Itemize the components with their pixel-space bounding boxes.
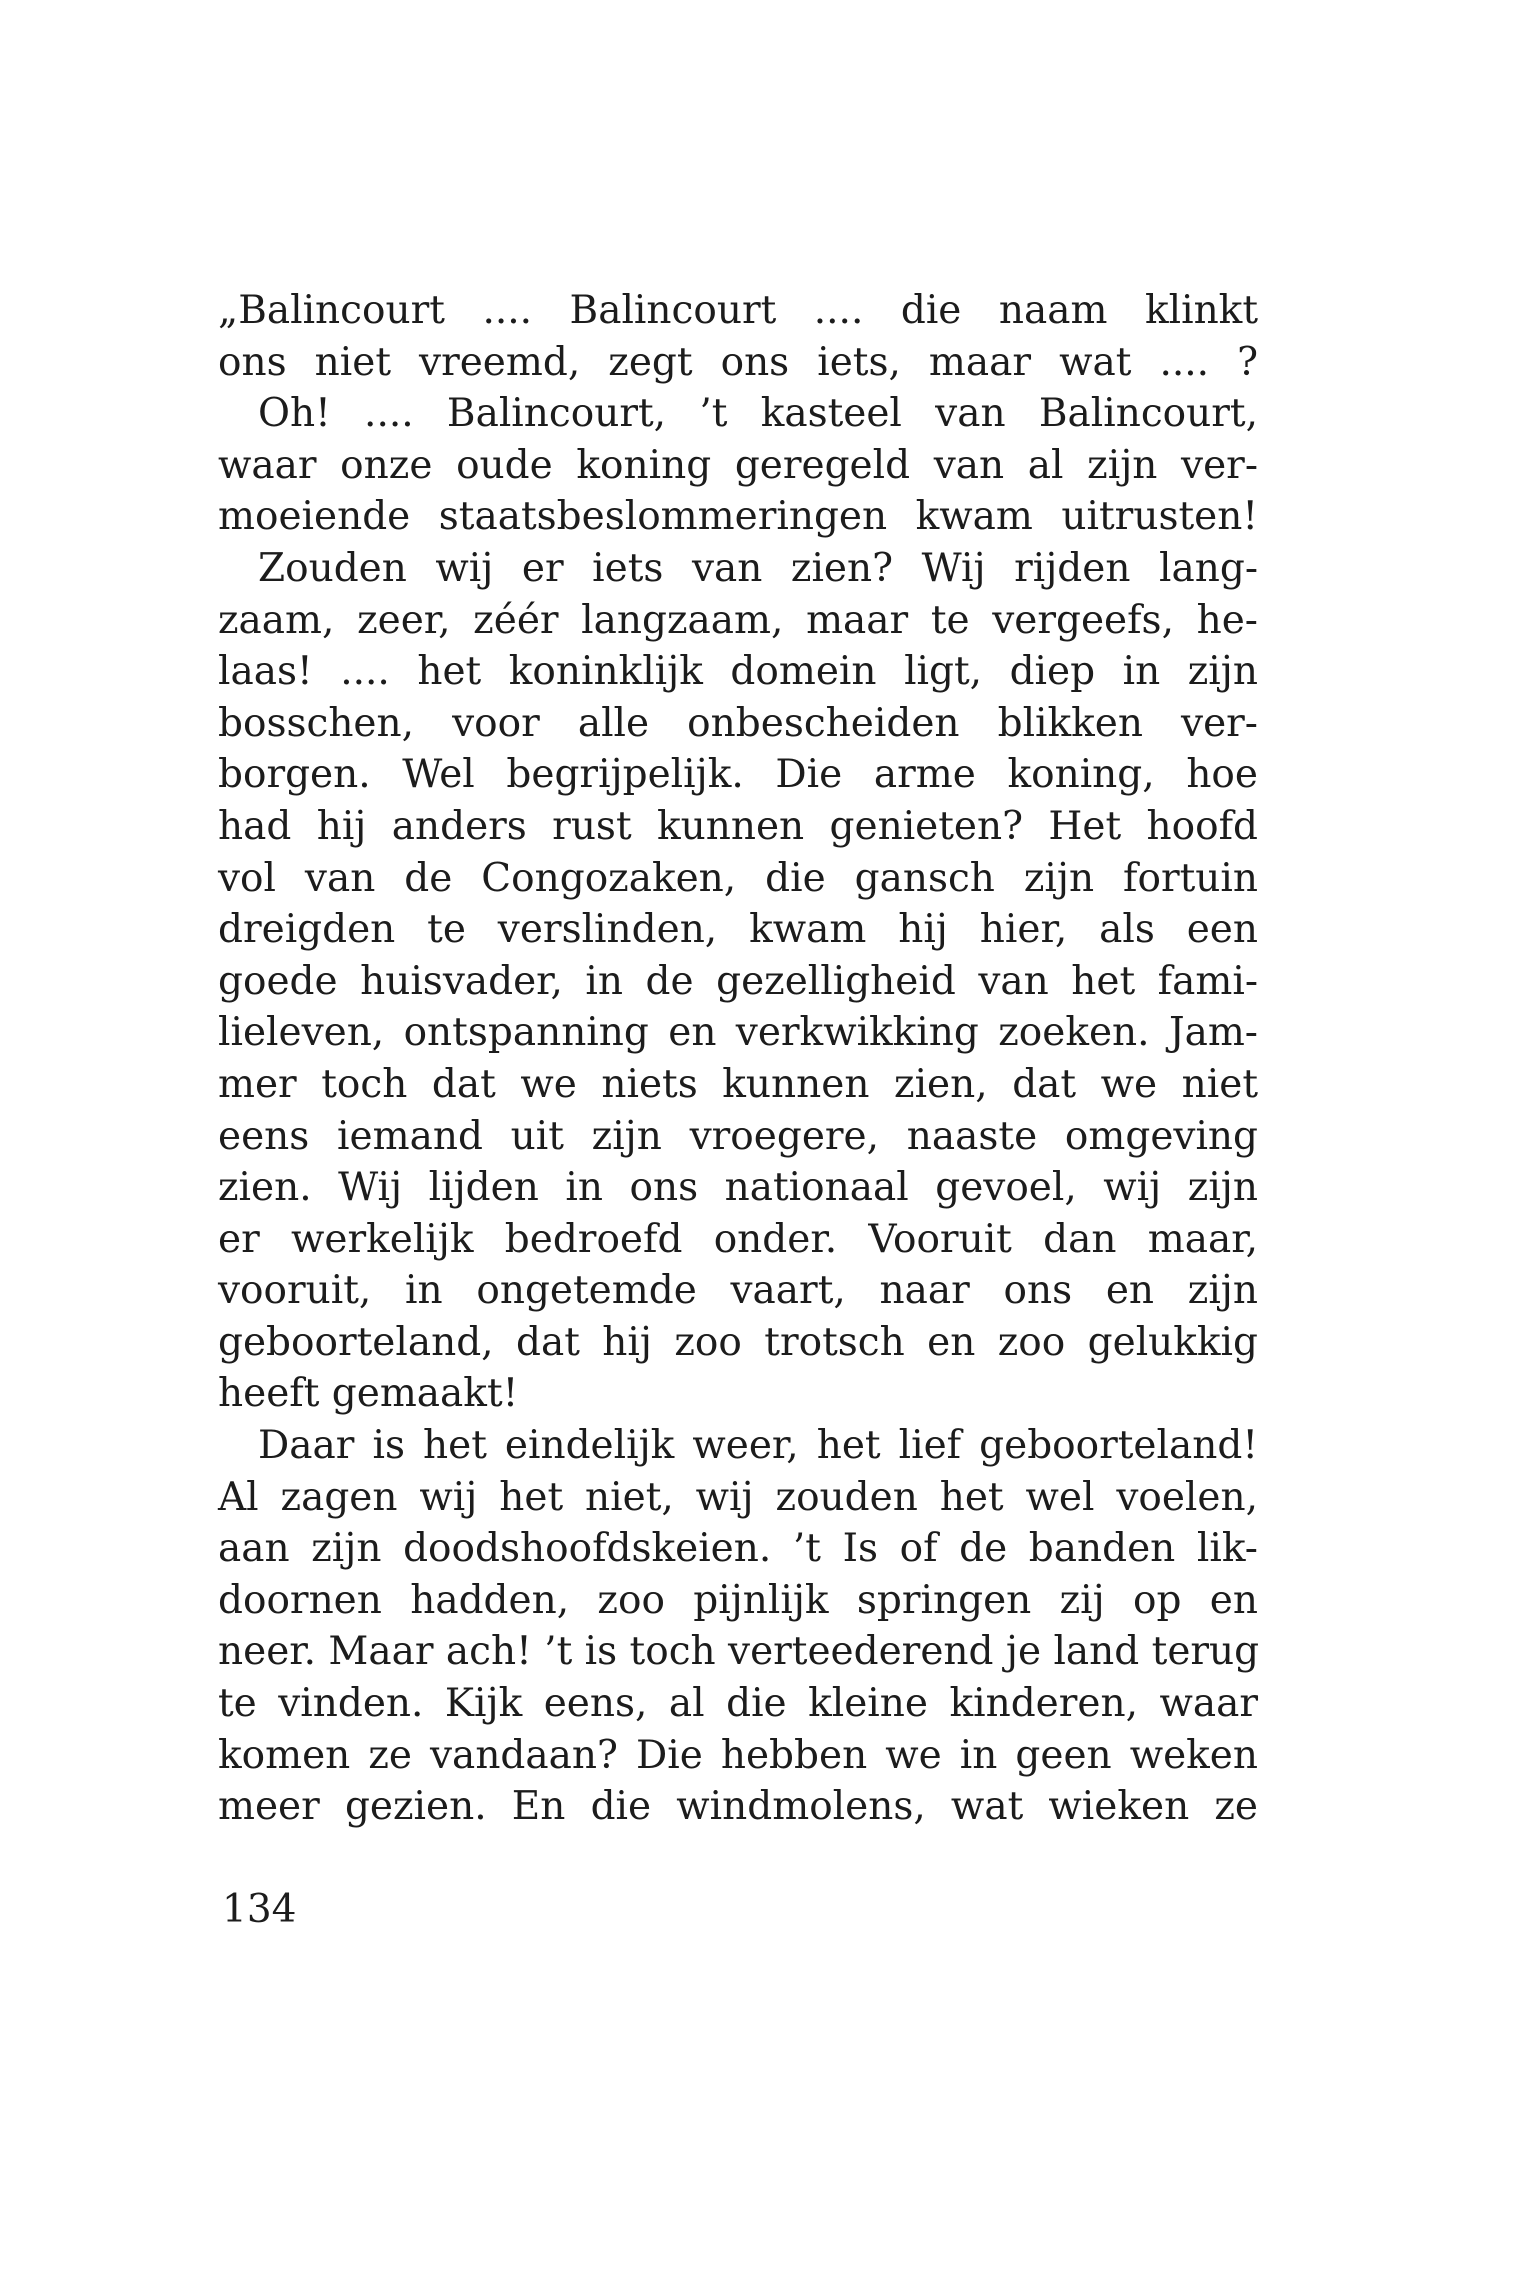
text-line-18: zien. Wij lijden in ons nationaal gevoel, wij zijn [218, 1165, 1258, 1211]
text-line-30: meer gezien. En die windmolens, wat wieken ze [218, 1784, 1258, 1830]
text-line-5: moeiende staatsbeslommeringen kwam uitrusten! [218, 494, 1258, 540]
text-line-29: komen ze vandaan? Die hebben we in geen weken [218, 1732, 1258, 1778]
text-line-27: neer. Maar ach! ’t is toch verteederend je land terug [218, 1629, 1260, 1675]
text-line-6: Zouden wij er iets van zien? Wij rijden lang- [258, 545, 1258, 591]
text-line-20: vooruit, in ongetemde vaart, naar ons en zijn [218, 1268, 1258, 1314]
text-line-7: zaam, zeer, zéér langzaam, maar te vergeefs, he- [218, 597, 1258, 643]
text-line-2: ons niet vreemd, zegt ons iets, maar wat .... ? [218, 339, 1258, 385]
text-line-28: te vinden. Kijk eens, al die kleine kinderen, waar [218, 1681, 1258, 1727]
text-line-10: borgen. Wel begrijpelijk. Die arme koning, hoe [218, 752, 1258, 798]
text-line-12: vol van de Congozaken, die gansch zijn fortuin [218, 855, 1258, 901]
text-line-23: Daar is het eindelijk weer, het lief geboorteland! [258, 1423, 1258, 1469]
text-line-1: „Balincourt .... Balincourt .... die naam klinkt [218, 288, 1258, 333]
text-line-4: waar onze oude koning geregeld van al zijn ver- [218, 442, 1258, 488]
text-line-16: mer toch dat we niets kunnen zien, dat we niet [218, 1061, 1258, 1107]
body-text [218, 285, 1258, 1833]
text-line-13: dreigden te verslinden, kwam hij hier, als een [218, 907, 1258, 953]
text-line-11: had hij anders rust kunnen genieten? Het hoofd [218, 803, 1258, 849]
text-line-17: eens iemand uit zijn vroegere, naaste omgeving [218, 1113, 1258, 1159]
text-line-26: doornen hadden, zoo pijnlijk springen zij op en [218, 1577, 1258, 1623]
text-line-3: Oh! .... Balincourt, ’t kasteel van Balincourt, [258, 391, 1258, 437]
text-line-22: heeft gemaakt! [218, 1371, 519, 1417]
text-line-9: bosschen, voor alle onbescheiden blikken ver- [218, 700, 1258, 746]
text-line-24: Al zagen wij het niet, wij zouden het wel voelen, [218, 1474, 1258, 1520]
text-line-15: lieleven, ontspanning en verkwikking zoeken. Jam- [218, 1010, 1258, 1056]
text-line-25: aan zijn doodshoofdskeien. ’t Is of de banden lik- [218, 1526, 1258, 1572]
text-line-14: goede huisvader, in de gezelligheid van het fami- [218, 958, 1258, 1004]
page-number: 134 [222, 1887, 297, 1932]
text-line-21: geboorteland, dat hij zoo trotsch en zoo gelukkig [218, 1319, 1258, 1365]
text-line-19: er werkelijk bedroefd onder. Vooruit dan maar, [218, 1216, 1258, 1262]
text-line-8: laas! .... het koninklijk domein ligt, diep in zijn [218, 649, 1258, 695]
